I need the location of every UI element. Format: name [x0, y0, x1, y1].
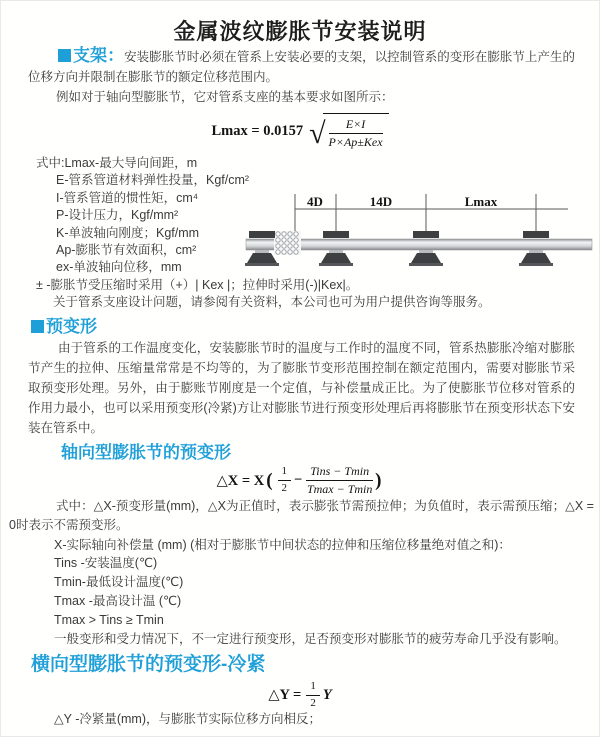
blue-square-icon: [58, 49, 71, 62]
axial-definition-lines: [54, 536, 599, 630]
support-example-text: 例如对于轴向型膨胀节，它对管系支座的基本要求如图所示：: [56, 90, 394, 104]
formula-lhs: Lmax = 0.0157: [211, 122, 304, 139]
blue-square-icon: [31, 320, 44, 333]
axial-line: X-实际轴向补偿量 (mm) (相对于膨胀节中间状态的拉伸和压缩位移量绝对值之和)：: [54, 537, 511, 552]
fraction-numerator: Tins − Tmin: [306, 464, 373, 481]
definition-item: ex-单波轴向位移，mm: [56, 260, 182, 275]
lateral-subsection-heading: 横向型膨胀节的预变形-冷紧: [31, 654, 266, 676]
definition-item: E-管系管道材料弹性投量，Kgf/cm²: [56, 173, 250, 188]
half-fraction: [306, 680, 320, 711]
deltay-formula: [1, 681, 599, 709]
pipe-support-diagram: [244, 193, 596, 269]
dim-label-lmax: Lmax: [464, 194, 498, 209]
axial-where-paragraph: 式中：△X-预变形量(mm)，△X为正值时，表示膨张节需预拉伸；为负值时，表示需预压缩；△X = 0时表示不需预变形。: [9, 498, 594, 533]
axial-line: Tmax > Tins ≥ Tmin: [54, 612, 164, 627]
fraction-denominator: P×Ap±Kex: [328, 134, 383, 149]
definition-intro: 式中:Lmax-最大导向间距，m: [36, 156, 198, 170]
radical-sign-icon: √: [309, 116, 326, 150]
dim-label-4d: 4D: [307, 194, 323, 209]
plus-minus-note: ± -膨胀节受压缩时采用（+）| Kex |；拉伸时采用(-)|Kex|。: [36, 277, 359, 292]
fraction-denominator: 2: [310, 696, 316, 709]
axial-general-note: 一般变形和受力情况下，不一定进行预变形，足否预变形对膨胀节的疲劳寿命几乎没有影响。: [54, 631, 567, 646]
page-title: 金属波纹膨胀节安装说明: [173, 19, 427, 44]
axial-line: Tins -安装温度(℃): [54, 556, 158, 571]
axial-line: Tmax -最高设计温 (℃): [54, 594, 182, 609]
radicand: [323, 113, 389, 150]
service-note: 关于管系支座设计问题，请参阅有关资料，本公司也可为用户提供咨询等服务。: [53, 295, 491, 310]
predeform-paragraph: 由于管系的工作温度变化，安装膨胀节时的温度与工作时的温度不同，管系热膨胀冷缩对膨胀节产生的拉伸、压缩量常常是不均等的，为了膨胀节变形范围控制在额定范围内，需要对膨胀节采取预变形处理。另外，由于膨账节刚度是一个定值，与补偿量成正比。为了使膨胀节位移对管系的作用力最小，也可以采用预变形(冷紧)方让对膨胀节进行预变形处理后再将膨胀节在预变形状态下安装在管系中。: [28, 340, 575, 435]
open-paren: (: [266, 469, 273, 491]
temperature-fraction: [306, 464, 373, 497]
definition-item: K-单波轴向刚度；Kgf/mm: [56, 225, 200, 240]
formula-lhs: △Y =: [268, 687, 302, 704]
square-root: [309, 113, 388, 150]
deltax-formula: [1, 465, 599, 497]
axial-line: Tmin-最低设计温度(℃): [54, 575, 184, 590]
formula-rhs: Y: [322, 686, 332, 703]
fraction-denominator: Tmax − Tmin: [306, 482, 373, 497]
predeform-section-heading: [31, 316, 599, 338]
fraction: [329, 117, 383, 150]
support-paragraph: [28, 46, 575, 87]
fraction-denominator: 2: [281, 482, 288, 495]
lmax-formula: [1, 109, 599, 153]
minus-sign: −: [294, 472, 303, 489]
fraction-numerator: E×I: [329, 117, 383, 134]
definition-item: P-设计压力，Kgf/mm²: [56, 208, 179, 223]
predeform-heading-label: 预变形: [46, 316, 97, 336]
support-section-heading: [58, 46, 124, 65]
fraction-numerator: 1: [306, 680, 320, 696]
axial-subsection-heading: 轴向型膨胀节的预变形: [61, 442, 231, 462]
dim-label-14d: 14D: [369, 194, 393, 209]
half-fraction: [278, 465, 292, 496]
bellows-icon: [274, 231, 301, 255]
formula-lhs: △X = X: [216, 472, 265, 489]
support-heading-label: 支架：: [73, 46, 125, 65]
lateral-note: △Y -冷紧量(mm)，与膨胀节实际位移方向相反；: [54, 712, 322, 727]
definition-item: I-管系管道的惯性矩，cm⁴: [56, 190, 199, 205]
definition-item: Ap-膨胀节有效面积，cm²: [56, 243, 197, 258]
close-paren: ): [375, 469, 382, 491]
fraction-numerator: 1: [278, 465, 292, 481]
support-intro-text: 安装膨胀节时必须在管系上安装必要的支架，以控制管系的变形在膨胀节上产生的位移方向并限制在膨胀节的额定位移范围内。: [28, 50, 575, 84]
